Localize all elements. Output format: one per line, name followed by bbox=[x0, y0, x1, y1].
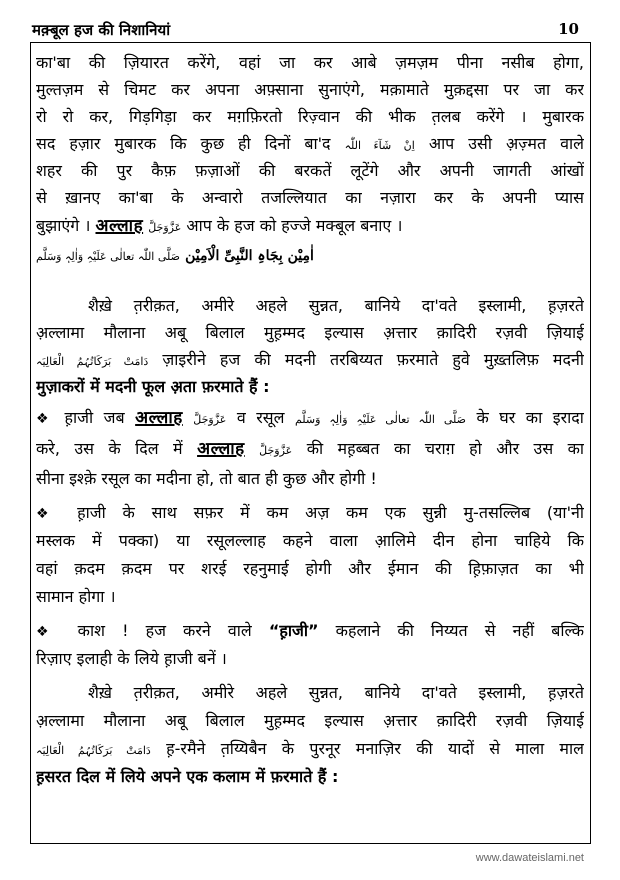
damat-calligraphy: دَامَتْ بَرَکَاتُہُمُ الْعَالِیَہ bbox=[36, 744, 151, 757]
text-line: अ़ल्लामा मौलाना अबू बिलाल मुह़म्मद इल्यास अ़त्तार क़ादिरी रज़वी ज़ियाई bbox=[36, 711, 584, 730]
text-segment: आप के हज को हज्जे मक्बूल बनाए । bbox=[186, 216, 403, 235]
azza-wa-jal-calligraphy: عَزَّوَجَلَّ bbox=[193, 413, 227, 426]
text-line: ह़सरत दिल में लिये अपने एक कलाम में फ़रमाते हैं : bbox=[36, 767, 339, 786]
text-line: शहर की पुर कैफ़ फ़ज़ाओं की बरकतें लूटेंगे और अपनी जागती आंखों bbox=[36, 161, 584, 180]
website-url: www.dawateislami.net bbox=[475, 852, 584, 864]
text-segment: ह़-रमैने त़य्यिबैन के पुरनूर मनाज़िर की यादों से माला माल bbox=[166, 739, 584, 758]
text-line: वहां क़दम क़दम पर शरई रहनुमाई होगी और ईमान की ह़िफ़ाज़त का भी bbox=[36, 559, 584, 578]
page-number: 10 bbox=[558, 20, 579, 38]
allah-calligraphy: अल्लाह bbox=[95, 216, 144, 236]
text-segment: ह़ाजी जब bbox=[64, 408, 125, 427]
text-line bbox=[36, 347, 584, 374]
text-line bbox=[36, 242, 584, 269]
text-segment: की मह़ब्बत का चराग़ हो और उस का bbox=[306, 439, 584, 458]
text-line: का'बा की ज़ियारत करेंगे, वहां जा कर आबे ज़मज़म पीना नसीब होगा, bbox=[36, 53, 584, 72]
text-line: मुज़ाकरों में मदनी फूल अ़ता फ़रमाते हैं : bbox=[36, 377, 270, 396]
text-line: रिज़ाए इलाही के लिये ह़ाजी बनें । bbox=[36, 649, 227, 668]
allah-calligraphy: अल्लाह bbox=[197, 439, 245, 459]
text-line: शैख़े त़रीक़त, अमीरे अहले सुन्नत, बानिये दा'वते इस्लामी, ह़ज़रते bbox=[88, 683, 584, 702]
text-line: मस्लक में पक्का) या रसूलल्लाह कहने वाला आ़लिमे दीन होना चाहिये कि bbox=[36, 531, 584, 550]
text-line: शैख़े त़रीक़त, अमीरे अहले सुन्नत, बानिये दा'वते इस्लामी, ह़ज़रते bbox=[88, 296, 584, 315]
azza-wa-jal-calligraphy: عَزَّوَجَلَّ bbox=[259, 444, 293, 457]
allah-calligraphy: अल्लाह bbox=[135, 408, 183, 428]
text-line: सीना इश्क़े रसूल का मदीना हो, तो बात ही कुछ और होगी ! bbox=[36, 469, 377, 488]
azza-wa-jal-calligraphy: عَزَّوَجَلَّ bbox=[148, 221, 182, 234]
text-segment: आप उसी अ़ज़्मत वाले bbox=[428, 134, 584, 153]
salawat-calligraphy: صَلَّی اللّٰہ تعالٰی عَلَیْہِ وَاٰلِہٖ وَسَلَّم bbox=[36, 250, 180, 263]
text-line: रो रो कर, गिड़गिड़ा कर मग़फ़िरतो रिज़्वान की भीक त़लब करेंगे । मुबारक bbox=[36, 107, 584, 126]
text-segment: के घर का इरादा bbox=[476, 408, 584, 427]
text-segment: सद हज़ार मुबारक कि कुछ ही दिनों बा'द bbox=[36, 134, 331, 153]
text-segment: कहलाने की निय्यत से नहीं बल्कि bbox=[335, 621, 584, 640]
text-line: सामान होगा । bbox=[36, 587, 116, 606]
ameen-calligraphy: اٰمِیْن بِجَاہِ النَّبِیِّ الْاَمِیْن bbox=[185, 248, 314, 264]
text-line bbox=[36, 736, 584, 763]
bullet-icon: ❖ bbox=[36, 411, 54, 427]
text-segment: बुझाएंगे । bbox=[36, 216, 91, 235]
salawat-calligraphy: صَلَّی اللّٰہ تعالٰی عَلَیْہِ وَاٰلِہٖ وَسَلَّم bbox=[294, 413, 467, 426]
bullet-icon: ❖ bbox=[36, 624, 61, 640]
haji-emphasis: “ह़ाजी” bbox=[268, 621, 319, 640]
text-line: से ख़ानए का'बा के अन्वारो तजल्लियात का नज़ारा कर के अपनी प्यास bbox=[36, 188, 584, 207]
text-line bbox=[36, 213, 584, 240]
bullet-line bbox=[36, 618, 584, 645]
damat-calligraphy: دَامَتْ بَرَکَاتُہُمُ الْعَالِیَہ bbox=[36, 355, 149, 368]
bullet-line bbox=[36, 500, 584, 527]
page-title: मक़्बूल हज की निशानियां bbox=[32, 21, 171, 39]
in-shaa-allah-calligraphy: اِنْ شَآءَ اللّٰہ bbox=[344, 139, 415, 152]
text-line bbox=[36, 131, 584, 158]
text-line: अ़ल्लामा मौलाना अबू बिलाल मुह़म्मद इल्यास अ़त्तार क़ादिरी रज़वी ज़ियाई bbox=[36, 323, 584, 342]
text-segment: ह़ाजी के साथ सफ़र में कम अज़ कम एक सुन्नी मु-तसल्लिब (या'नी bbox=[77, 503, 584, 522]
text-segment: व रसूल bbox=[236, 408, 285, 427]
text-segment: ज़ाइरीने हज की मदनी तरबिय्यत फ़रमाते हुवे मुख़्तलिफ़ मदनी bbox=[162, 350, 584, 369]
bullet-icon: ❖ bbox=[36, 506, 61, 522]
text-line: मुल्तज़म से चिमट कर अपना अफ़्साना सुनाएंगे, मक़ामाते मुक़द्दसा पर जा कर bbox=[36, 80, 584, 99]
bullet-line bbox=[36, 405, 584, 432]
text-line bbox=[36, 436, 584, 463]
text-segment: करे, उस के दिल में bbox=[36, 439, 183, 458]
text-segment: काश ! हज करने वाले bbox=[77, 621, 252, 640]
